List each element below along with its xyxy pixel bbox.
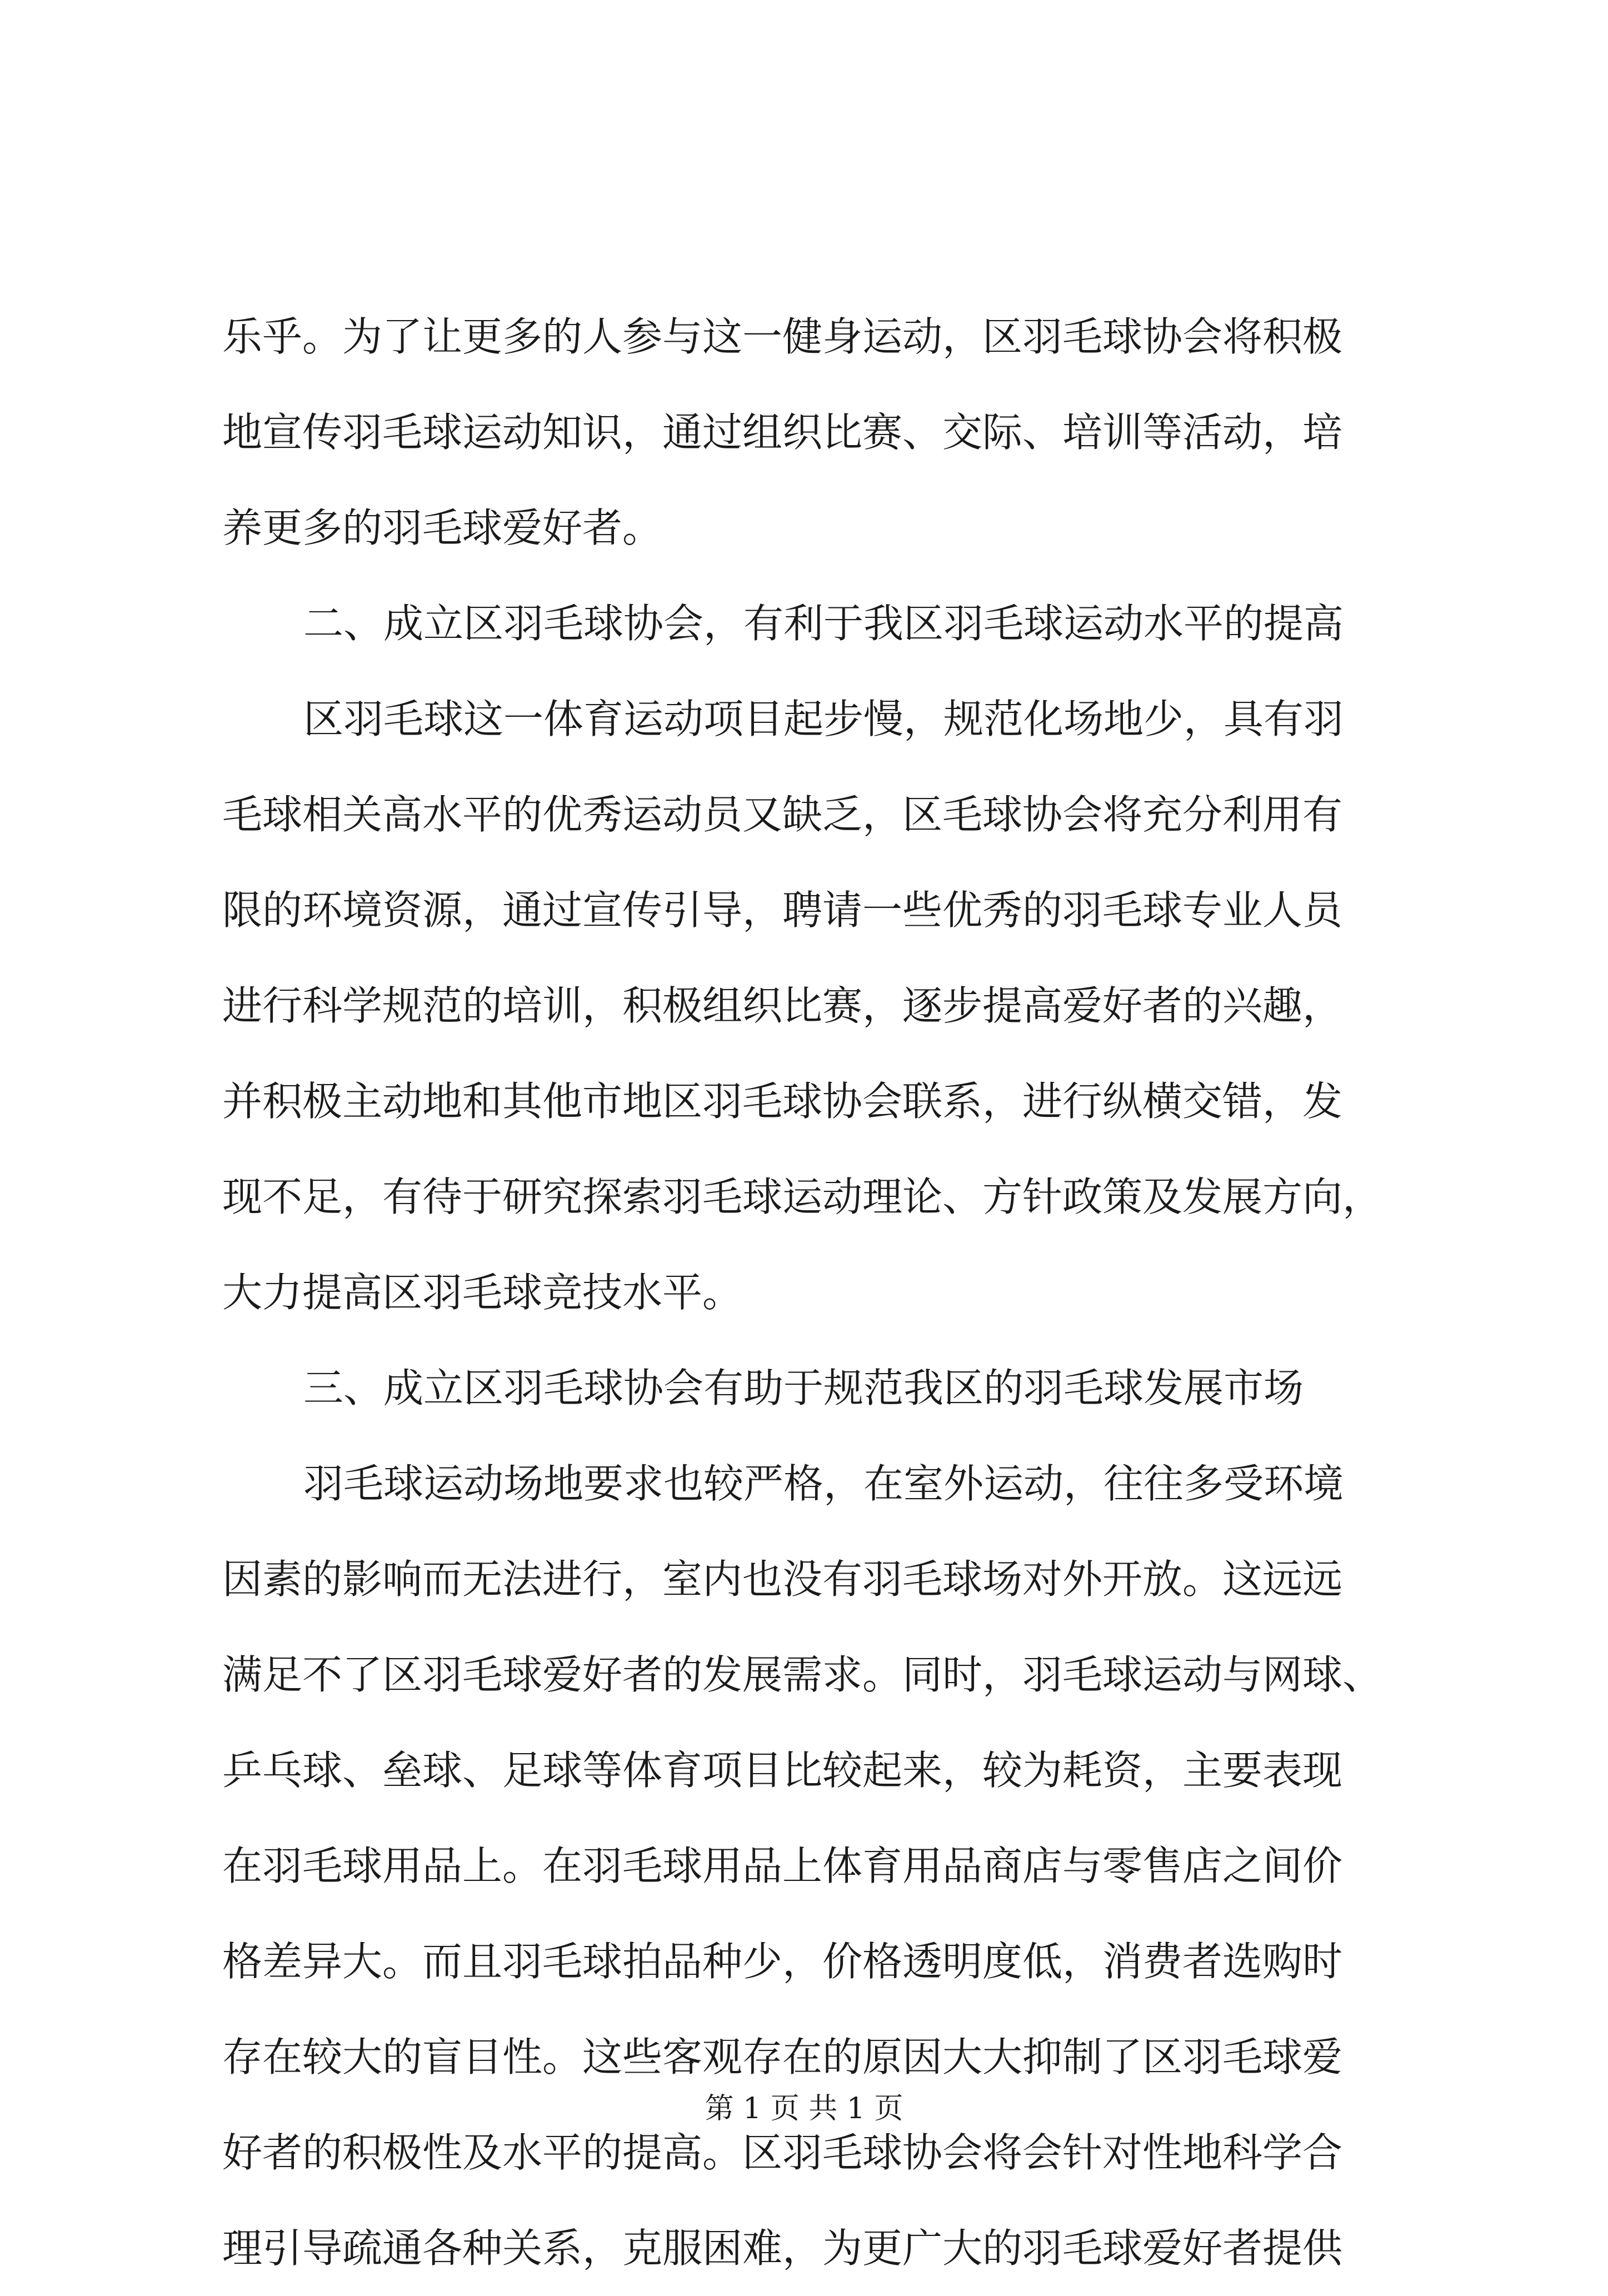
text-line: 因素的影响而无法进行，室内也没有羽毛球场对外开放。这远远 <box>222 1556 1343 1603</box>
text-line: 格差异大。而且羽毛球拍品种少，价格透明度低，消费者选购时 <box>222 1938 1343 1985</box>
text-line: 羽毛球运动场地要求也较严格，在室外运动，往往多受环境 <box>303 1460 1344 1507</box>
text-line: 限的环境资源，通过宣传引导，聘请一些优秀的羽毛球专业人员 <box>222 887 1343 934</box>
text-line: 二、成立区羽毛球协会，有利于我区羽毛球运动水平的提高 <box>303 600 1344 647</box>
text-line: 进行科学规范的培训，积极组织比赛，逐步提高爱好者的兴趣， <box>222 982 1343 1029</box>
text-line: 并积极主动地和其他市地区羽毛球协会联系，进行纵横交错，发 <box>222 1078 1343 1125</box>
text-line: 乐乎。为了让更多的人参与这一健身运动，区羽毛球协会将积极 <box>222 313 1343 360</box>
document-body <box>222 289 1417 2296</box>
text-line: 理引导疏通各种关系，克服困难，为更广大的羽毛球爱好者提供 <box>222 2225 1343 2272</box>
text-line: 区羽毛球这一体育运动项目起步慢，规范化场地少，具有羽 <box>303 696 1344 742</box>
text-line: 好者的积极性及水平的提高。区羽毛球协会将会针对性地科学合 <box>222 2129 1343 2176</box>
text-line: 养更多的羽毛球爱好者。 <box>222 505 663 551</box>
text-line: 大力提高区羽毛球竞技水平。 <box>222 1269 743 1316</box>
text-line: 存在较大的盲目性。这些客观存在的原因大大抑制了区羽毛球爱 <box>222 2034 1343 2080</box>
text-line: 现不足，有待于研究探索羽毛球运动理论、方针政策及发展方向， <box>222 1174 1383 1220</box>
text-line: 在羽毛球用品上。在羽毛球用品上体育用品商店与零售店之间价 <box>222 1843 1343 1889</box>
text-line: 乒乓球、垒球、足球等体育项目比较起来，较为耗资，主要表现 <box>222 1747 1343 1794</box>
text-line: 三、成立区羽毛球协会有助于规范我区的羽毛球发展市场 <box>303 1365 1304 1411</box>
text-line: 地宣传羽毛球运动知识，通过组织比赛、交际、培训等活动，培 <box>222 409 1343 456</box>
text-line: 毛球相关高水平的优秀运动员又缺乏，区毛球协会将充分利用有 <box>222 791 1343 838</box>
page-footer: 第 1 页 共 1 页 <box>705 2092 903 2125</box>
text-line: 满足不了区羽毛球爱好者的发展需求。同时，羽毛球运动与网球、 <box>222 1651 1383 1698</box>
